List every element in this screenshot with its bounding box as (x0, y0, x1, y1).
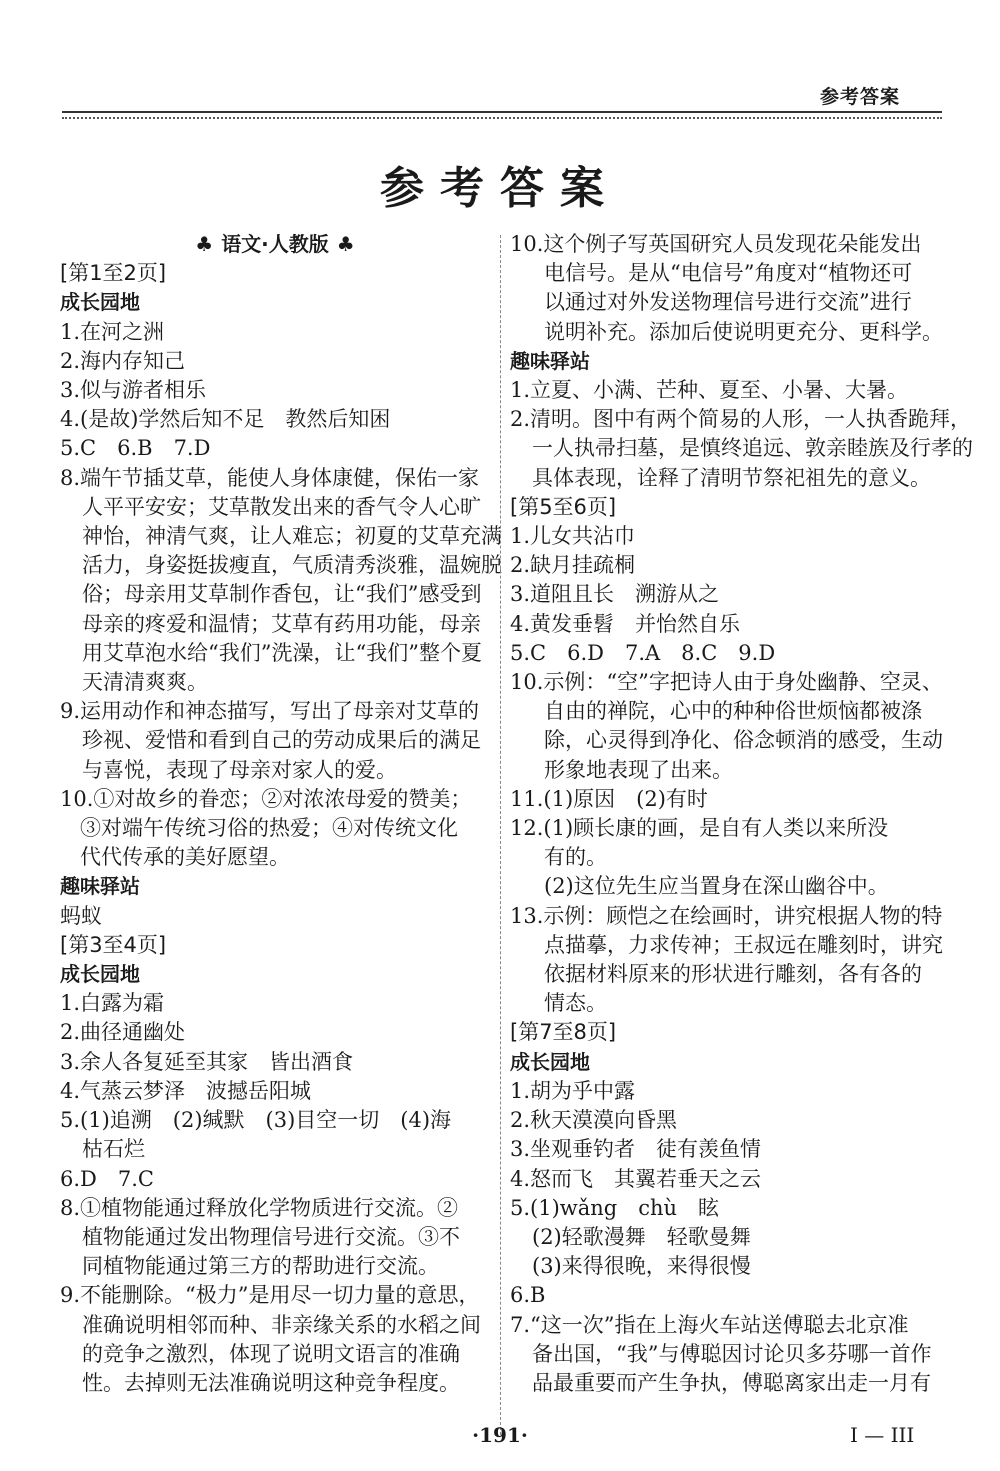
section-heading: 成长园地 (60, 290, 140, 315)
club-icon: ♣ (195, 232, 214, 256)
page-number: ·191· (472, 1423, 528, 1447)
answer-line: 2.清明。图中有两个简易的人形，一人执香跪拜， (510, 407, 972, 432)
answer-line: 3.似与游者相乐 (60, 378, 207, 403)
answer-line: (2)轻歌漫舞 轻歌曼舞 (532, 1224, 751, 1249)
answer-line: 珍视、爱惜和看到自己的劳动成果后的满足 (82, 728, 481, 753)
answer-line: 7.“这一次”指在上海火车站送傅聪去北京准 (510, 1312, 909, 1337)
section-heading: 成长园地 (60, 962, 140, 987)
page-range-heading: [第5至6页] (510, 494, 617, 519)
answer-line: 活力，身姿挺拔瘦直，气质清秀淡雅，温婉脱 (82, 553, 502, 578)
answer-line: 俗；母亲用艾草制作香包，让“我们”感受到 (82, 582, 482, 607)
answer-line: 8.端午节插艾草，能使人身体康健，保佑一家 (60, 465, 480, 490)
answer-line: 5.C 6.D 7.A 8.C 9.D (510, 640, 776, 665)
answer-line: 1.立夏、小满、芒种、夏至、小暑、大暑。 (510, 378, 909, 403)
answer-line: 同植物能通过第三方的帮助进行交流。 (82, 1254, 439, 1279)
answer-line: (2)这位先生应当置身在深山幽谷中。 (544, 874, 889, 899)
edition-heading (60, 230, 490, 259)
answer-line: 的竞争之激烈，体现了说明文语言的准确 (82, 1341, 460, 1366)
answer-line: 备出国，“我”与傅聪因讨论贝多芬哪一首作 (532, 1341, 932, 1366)
answer-line: 具体表现，诠释了清明节祭祀祖先的意义。 (532, 465, 931, 490)
answer-line: 2.曲径通幽处 (60, 1020, 186, 1045)
answer-line: (3)来得很晚，来得很慢 (532, 1254, 751, 1279)
answer-line: 自由的禅院，心中的种种俗世烦恼都被涤 (544, 699, 922, 724)
header-rule (62, 111, 942, 113)
right-column (510, 230, 973, 1398)
answer-line: 9.不能删除。“极力”是用尽一切力量的意思， (60, 1283, 480, 1308)
answer-line: 2.秋天漠漠向昏黑 (510, 1108, 678, 1133)
answer-line: 6.B (510, 1283, 546, 1308)
page-range-heading: [第1至2页] (60, 261, 167, 286)
page-range-heading: [第3至4页] (60, 932, 167, 957)
answer-line: 4.(是故)学然后知不足 教然后知困 (60, 407, 391, 432)
answer-line: 4.气蒸云梦泽 波撼岳阳城 (60, 1078, 312, 1103)
answer-line: 点描摹，力求传神；王叔远在雕刻时，讲究 (544, 932, 943, 957)
answer-line: 母亲的疼爱和温情；艾草有药用功能，母亲 (82, 611, 481, 636)
answer-line: 10.这个例子写英国研究人员发现花朵能发出 (510, 232, 922, 256)
answer-line: 品最重要而产生争执，傅聪离家出走一月有 (532, 1370, 931, 1395)
answer-line: 5.C 6.B 7.D (60, 436, 211, 461)
answer-line: 枯石烂 (82, 1137, 145, 1162)
answer-line: 3.坐观垂钓者 徒有羡鱼情 (510, 1137, 762, 1162)
section-heading: 成长园地 (510, 1049, 590, 1074)
answer-line: 情态。 (544, 991, 607, 1016)
answer-line: 1.儿女共沾巾 (510, 524, 636, 549)
right-answer-list (510, 230, 973, 1398)
answer-line: 依据材料原来的形状进行雕刻，各有各的 (544, 962, 922, 987)
answer-line: 13.示例：顾恺之在绘画时，讲究根据人物的特 (510, 903, 943, 928)
answer-line: 以通过对外发送物理信号进行交流”进行 (544, 290, 912, 315)
answer-line: 人平平安安；艾草散发出来的香气令人心旷 (82, 494, 481, 519)
left-answer-list (60, 259, 502, 1398)
answer-line: 蚂蚁 (60, 903, 102, 928)
answer-line: 有的。 (544, 845, 607, 870)
answer-line: 除，心灵得到净化、俗念顿消的感受，生动 (544, 728, 943, 753)
answer-line: 1.胡为乎中露 (510, 1078, 636, 1103)
answer-line: 3.余人各复延至其家 皆出酒食 (60, 1049, 354, 1074)
answer-line: 12.(1)顾长康的画，是自有人类以来所没 (510, 816, 889, 841)
edition-label: 语文·人教版 (221, 232, 329, 256)
answer-line: 植物能通过发出物理信号进行交流。③不 (82, 1224, 460, 1249)
answer-line: 3.道阻且长 溯游从之 (510, 582, 720, 607)
answer-line: 与喜悦，表现了母亲对家人的爱。 (82, 757, 397, 782)
club-icon: ♣ (336, 232, 355, 256)
answer-line: 神怡，神清气爽，让人难忘；初夏的艾草充满 (82, 524, 502, 549)
header-dotted-rule (62, 117, 942, 119)
corner-mark: I — III (850, 1423, 915, 1447)
answer-line: 1.在河之洲 (60, 319, 165, 344)
answer-line: 性。去掉则无法准确说明这种竞争程度。 (82, 1370, 460, 1395)
answer-line: 代代传承的美好愿望。 (80, 845, 290, 870)
page-title: 参考答案 (380, 163, 620, 214)
answer-line: 8.①植物能通过释放化学物质进行交流。② (60, 1195, 459, 1220)
answer-line: 6.D 7.C (60, 1166, 154, 1191)
section-heading: 趣味驿站 (60, 874, 140, 899)
answer-line: 一人执帚扫墓，是慎终追远、敦亲睦族及行孝的 (532, 436, 973, 461)
answer-line: 5.(1)追溯 (2)缄默 (3)目空一切 (4)海 (60, 1108, 452, 1133)
answer-line: 11.(1)原因 (2)有时 (510, 786, 708, 811)
answer-line: 说明补充。添加后使说明更充分、更科学。 (544, 319, 943, 344)
answer-line: 天清清爽爽。 (82, 670, 208, 695)
answer-line: 4.怒而飞 其翼若垂天之云 (510, 1166, 762, 1191)
answer-line: 2.缺月挂疏桐 (510, 553, 636, 578)
answer-line: 10.①对故乡的眷恋；②对浓浓母爱的赞美； (60, 786, 472, 811)
answer-line: 5.(1)wǎng chù 眩 (510, 1195, 720, 1220)
page-range-heading: [第7至8页] (510, 1020, 617, 1045)
answer-line: 4.黄发垂髫 并怡然自乐 (510, 611, 741, 636)
answer-line: 用艾草泡水给“我们”洗澡，让“我们”整个夏 (82, 640, 482, 665)
column-divider (500, 235, 501, 1435)
running-header: 参考答案 (820, 86, 901, 108)
answer-line: 1.白露为霜 (60, 991, 165, 1016)
answer-line: 准确说明相邻而种、非亲缘关系的水稻之间 (82, 1312, 481, 1337)
answer-line: 9.运用动作和神态描写，写出了母亲对艾草的 (60, 699, 480, 724)
left-column (60, 230, 502, 1398)
answer-line: 10.示例：“空”字把诗人由于身处幽静、空灵、 (510, 670, 943, 695)
section-heading: 趣味驿站 (510, 348, 590, 373)
answer-line: ③对端午传统习俗的热爱；④对传统文化 (80, 816, 458, 841)
answer-line: 形象地表现了出来。 (544, 757, 733, 782)
answer-line: 2.海内存知己 (60, 348, 186, 373)
answer-line: 电信号。是从“电信号”角度对“植物还可 (544, 261, 913, 286)
